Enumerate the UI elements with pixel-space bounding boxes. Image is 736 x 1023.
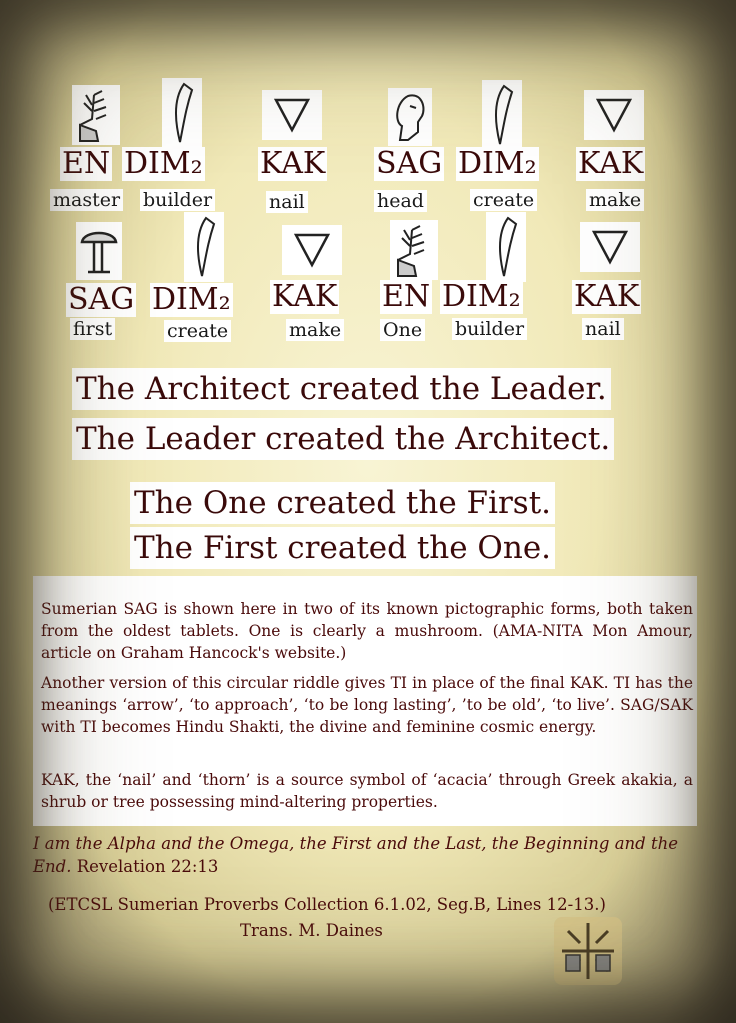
kak-triangle-icon	[282, 225, 342, 275]
riddle-line: The Leader created the Architect.	[72, 418, 614, 460]
sign-label: SAG	[376, 146, 443, 181]
riddle-line: The Architect created the Leader.	[72, 368, 611, 410]
sign-label: DIM₂	[152, 282, 231, 317]
sign-label: DIM₂	[458, 146, 537, 181]
note-paragraph: Sumerian SAG is shown here in two of its known pictographic forms, both taken from the oldest tablets. One is clearly a mushroom. (AMA-NITA Mon Amour, article on Graham Hancock's website.)	[41, 600, 693, 662]
kak-triangle-icon	[580, 222, 640, 272]
kak-triangle-icon	[584, 90, 644, 140]
seal-emblem-icon	[552, 915, 624, 987]
sign-label: KAK	[260, 146, 326, 181]
riddle-line: The First created the One.	[130, 527, 555, 569]
gloss-label: head	[374, 190, 427, 212]
en-sign-icon	[390, 220, 438, 280]
kak-triangle-icon	[262, 90, 322, 140]
gloss-label: One	[380, 319, 425, 341]
gloss-label: master	[50, 189, 123, 211]
sign-label: DIM₂	[124, 146, 203, 181]
dim-sign-icon	[184, 212, 224, 282]
gloss-label: first	[70, 318, 115, 340]
gloss-label: make	[286, 319, 344, 341]
source-citation: (ETCSL Sumerian Proverbs Collection 6.1.02, Seg.B, Lines 12-13.)	[48, 895, 606, 914]
dim-sign-icon	[482, 80, 522, 150]
dim-sign-icon	[486, 212, 526, 282]
quote-reference: Revelation 22:13	[76, 857, 219, 876]
riddle-line: The One created the First.	[130, 482, 555, 524]
sign-label: EN	[382, 279, 431, 314]
sign-label: DIM₂	[442, 279, 521, 314]
gloss-label: nail	[582, 318, 624, 340]
en-sign-icon	[72, 85, 120, 145]
gloss-label: create	[164, 320, 231, 342]
gloss-label: create	[470, 189, 537, 211]
revelation-quote	[33, 832, 697, 878]
note-paragraph: KAK, the ‘nail’ and ‘thorn’ is a source symbol of ‘acacia’ through Greek akakia, a shrub or tree possessing mind-altering properties.	[41, 771, 693, 811]
notes-box	[33, 576, 697, 826]
gloss-label: builder	[140, 189, 215, 211]
sign-label: KAK	[272, 279, 338, 314]
translator-credit: Trans. M. Daines	[240, 921, 383, 940]
sag-mushroom-icon	[76, 222, 122, 280]
gloss-label: nail	[266, 191, 308, 213]
sign-label: SAG	[68, 282, 135, 317]
sag-head-icon	[388, 88, 432, 146]
gloss-label: builder	[452, 318, 527, 340]
note-paragraph: Another version of this circular riddle gives TI in place of the final KAK. TI has the meanings ‘arrow’, ‘to approach’, ‘to be long lasting’, ’to be old’, ‘to live’. SAG/SAK with TI becomes Hindu Shakti, the divine and feminine cosmic energy.	[41, 674, 693, 736]
quote-text: I am the Alpha and the Omega, the First and the Last, the Beginning and the End.	[33, 834, 678, 876]
sign-label: KAK	[574, 279, 640, 314]
gloss-label: make	[586, 189, 644, 211]
sign-label: EN	[62, 146, 111, 181]
dim-sign-icon	[162, 78, 202, 148]
sign-label: KAK	[578, 146, 644, 181]
